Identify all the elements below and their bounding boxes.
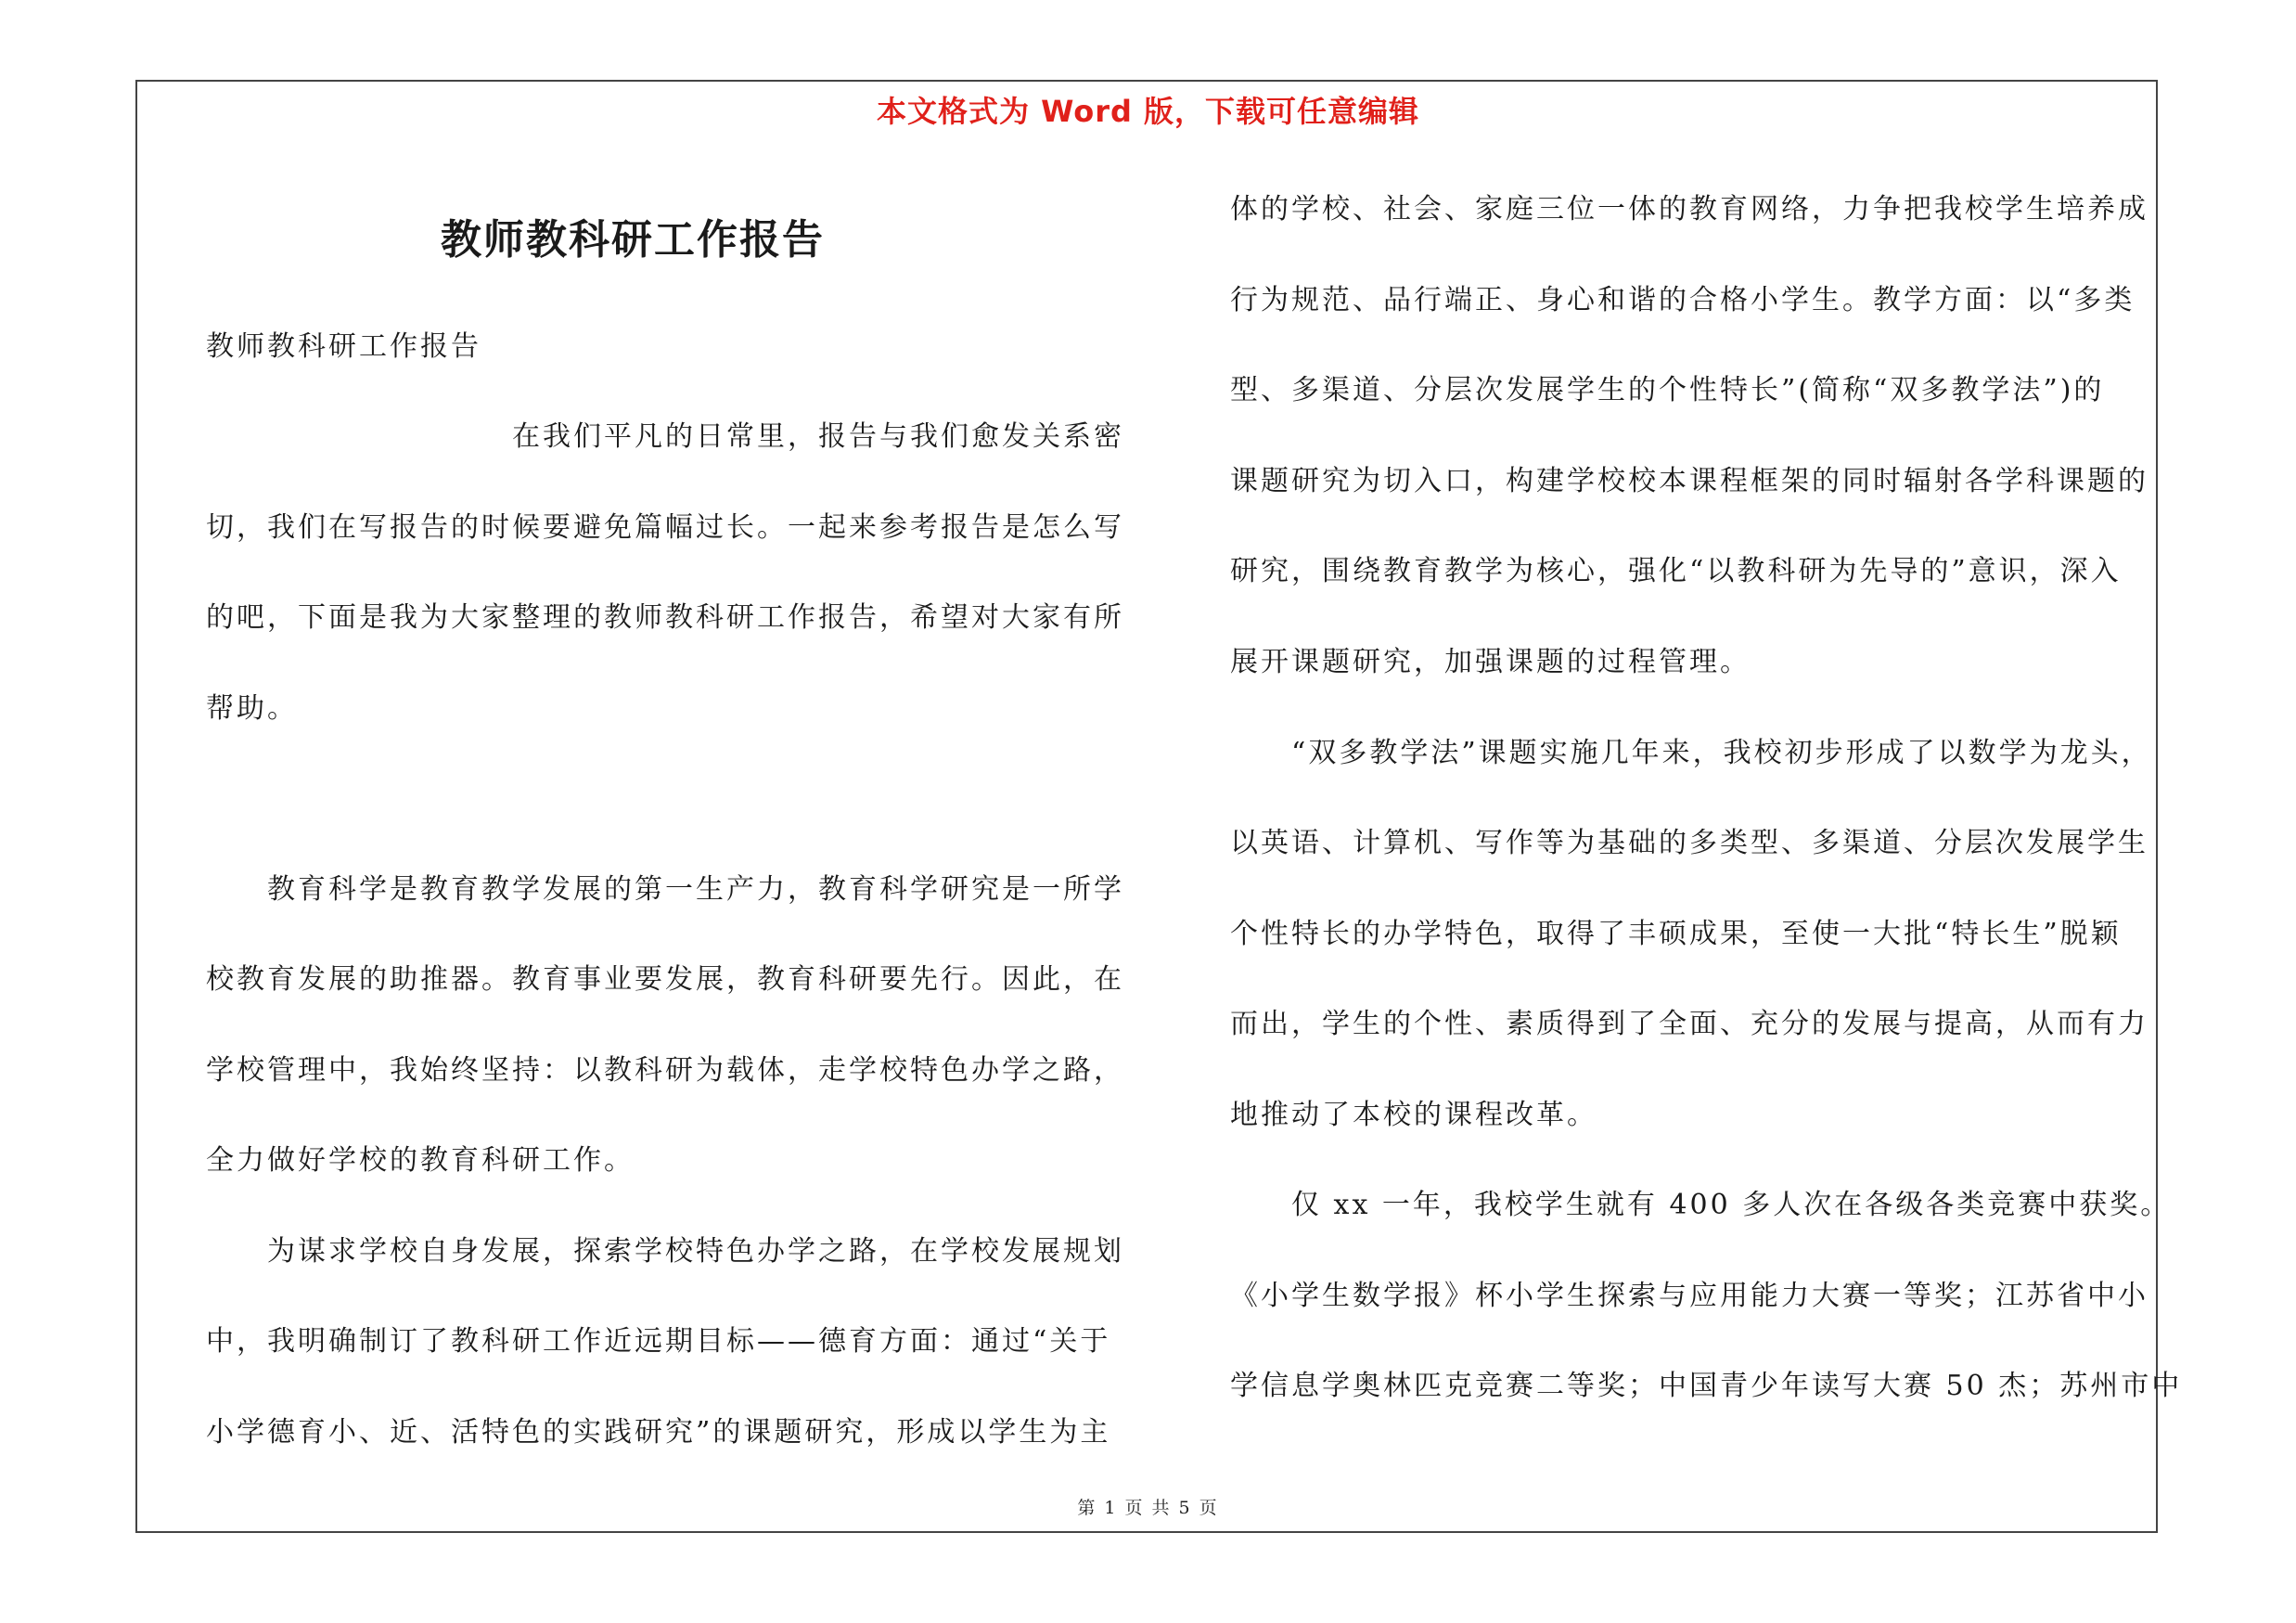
text-line: 帮助。 <box>206 692 298 725</box>
text-line: 以英语、计算机、写作等为基础的多类型、多渠道、分层次发展学生 <box>1230 827 2148 859</box>
page-number-footer: 第 1 页 共 5 页 <box>1077 1498 1219 1518</box>
text-line: 为谋求学校自身发展，探索学校特色办学之路，在学校发展规划 <box>206 1235 1124 1268</box>
text-line: 《小学生数学报》杯小学生探索与应用能力大赛一等奖；江苏省中小 <box>1230 1280 2148 1312</box>
text-line: 个性特长的办学特色，取得了丰硕成果，至使一大批“特长生”脱颖 <box>1230 918 2122 950</box>
subtitle-line: 教师教科研工作报告 <box>206 330 481 363</box>
text-line: 研究，围绕教育教学为核心，强化“以教科研为先导的”意识，深入 <box>1230 555 2122 587</box>
text-line: 课题研究为切入口，构建学校校本课程框架的同时辐射各学科课题的 <box>1230 465 2148 497</box>
text-line: 教育科学是教育教学发展的第一生产力，教育科学研究是一所学 <box>206 873 1124 906</box>
text-line: 切，我们在写报告的时候要避免篇幅过长。一起来参考报告是怎么写 <box>206 511 1124 544</box>
text-line: 学信息学奥林匹克竞赛二等奖；中国青少年读写大赛 50 杰；苏州市中 <box>1230 1370 2183 1402</box>
text-line: 而出，学生的个性、素质得到了全面、充分的发展与提高，从而有力 <box>1230 1008 2148 1040</box>
text-line: 中，我明确制订了教科研工作近远期目标——德育方面：通过“关于 <box>206 1325 1111 1358</box>
text-line: 校教育发展的助推器。教育事业要发展，教育科研要先行。因此，在 <box>206 963 1124 996</box>
text-line: 的吧，下面是我为大家整理的教师教科研工作报告，希望对大家有所 <box>206 601 1124 634</box>
text-line: 地推动了本校的课程改革。 <box>1230 1099 1597 1131</box>
document-title: 教师教科研工作报告 <box>441 216 825 264</box>
editable-notice-banner: 本文格式为 Word 版，下载可任意编辑 <box>876 94 1420 129</box>
text-line: 在我们平凡的日常里，报告与我们愈发关系密 <box>206 420 1124 453</box>
text-line: 全力做好学校的教育科研工作。 <box>206 1144 635 1177</box>
text-line: 体的学校、社会、家庭三位一体的教育网络，力争把我校学生培养成 <box>1230 193 2148 225</box>
text-line: 行为规范、品行端正、身心和谐的合格小学生。教学方面：以“多类 <box>1230 284 2136 316</box>
text-line: 展开课题研究，加强课题的过程管理。 <box>1230 646 1751 678</box>
text-line: 仅 xx 一年，我校学生就有 400 多人次在各级各类竞赛中获奖。 <box>1230 1189 2172 1221</box>
text-line: 型、多渠道、分层次发展学生的个性特长”(简称“双多教学法”)的 <box>1230 374 2105 406</box>
text-line: 小学德育小、近、活特色的实践研究”的课题研究，形成以学生为主 <box>206 1416 1111 1449</box>
text-line: “双多教学法”课题实施几年来，我校初步形成了以数学为龙头， <box>1230 737 2152 769</box>
text-line: 学校管理中，我始终坚持：以教科研为载体，走学校特色办学之路， <box>206 1054 1124 1087</box>
